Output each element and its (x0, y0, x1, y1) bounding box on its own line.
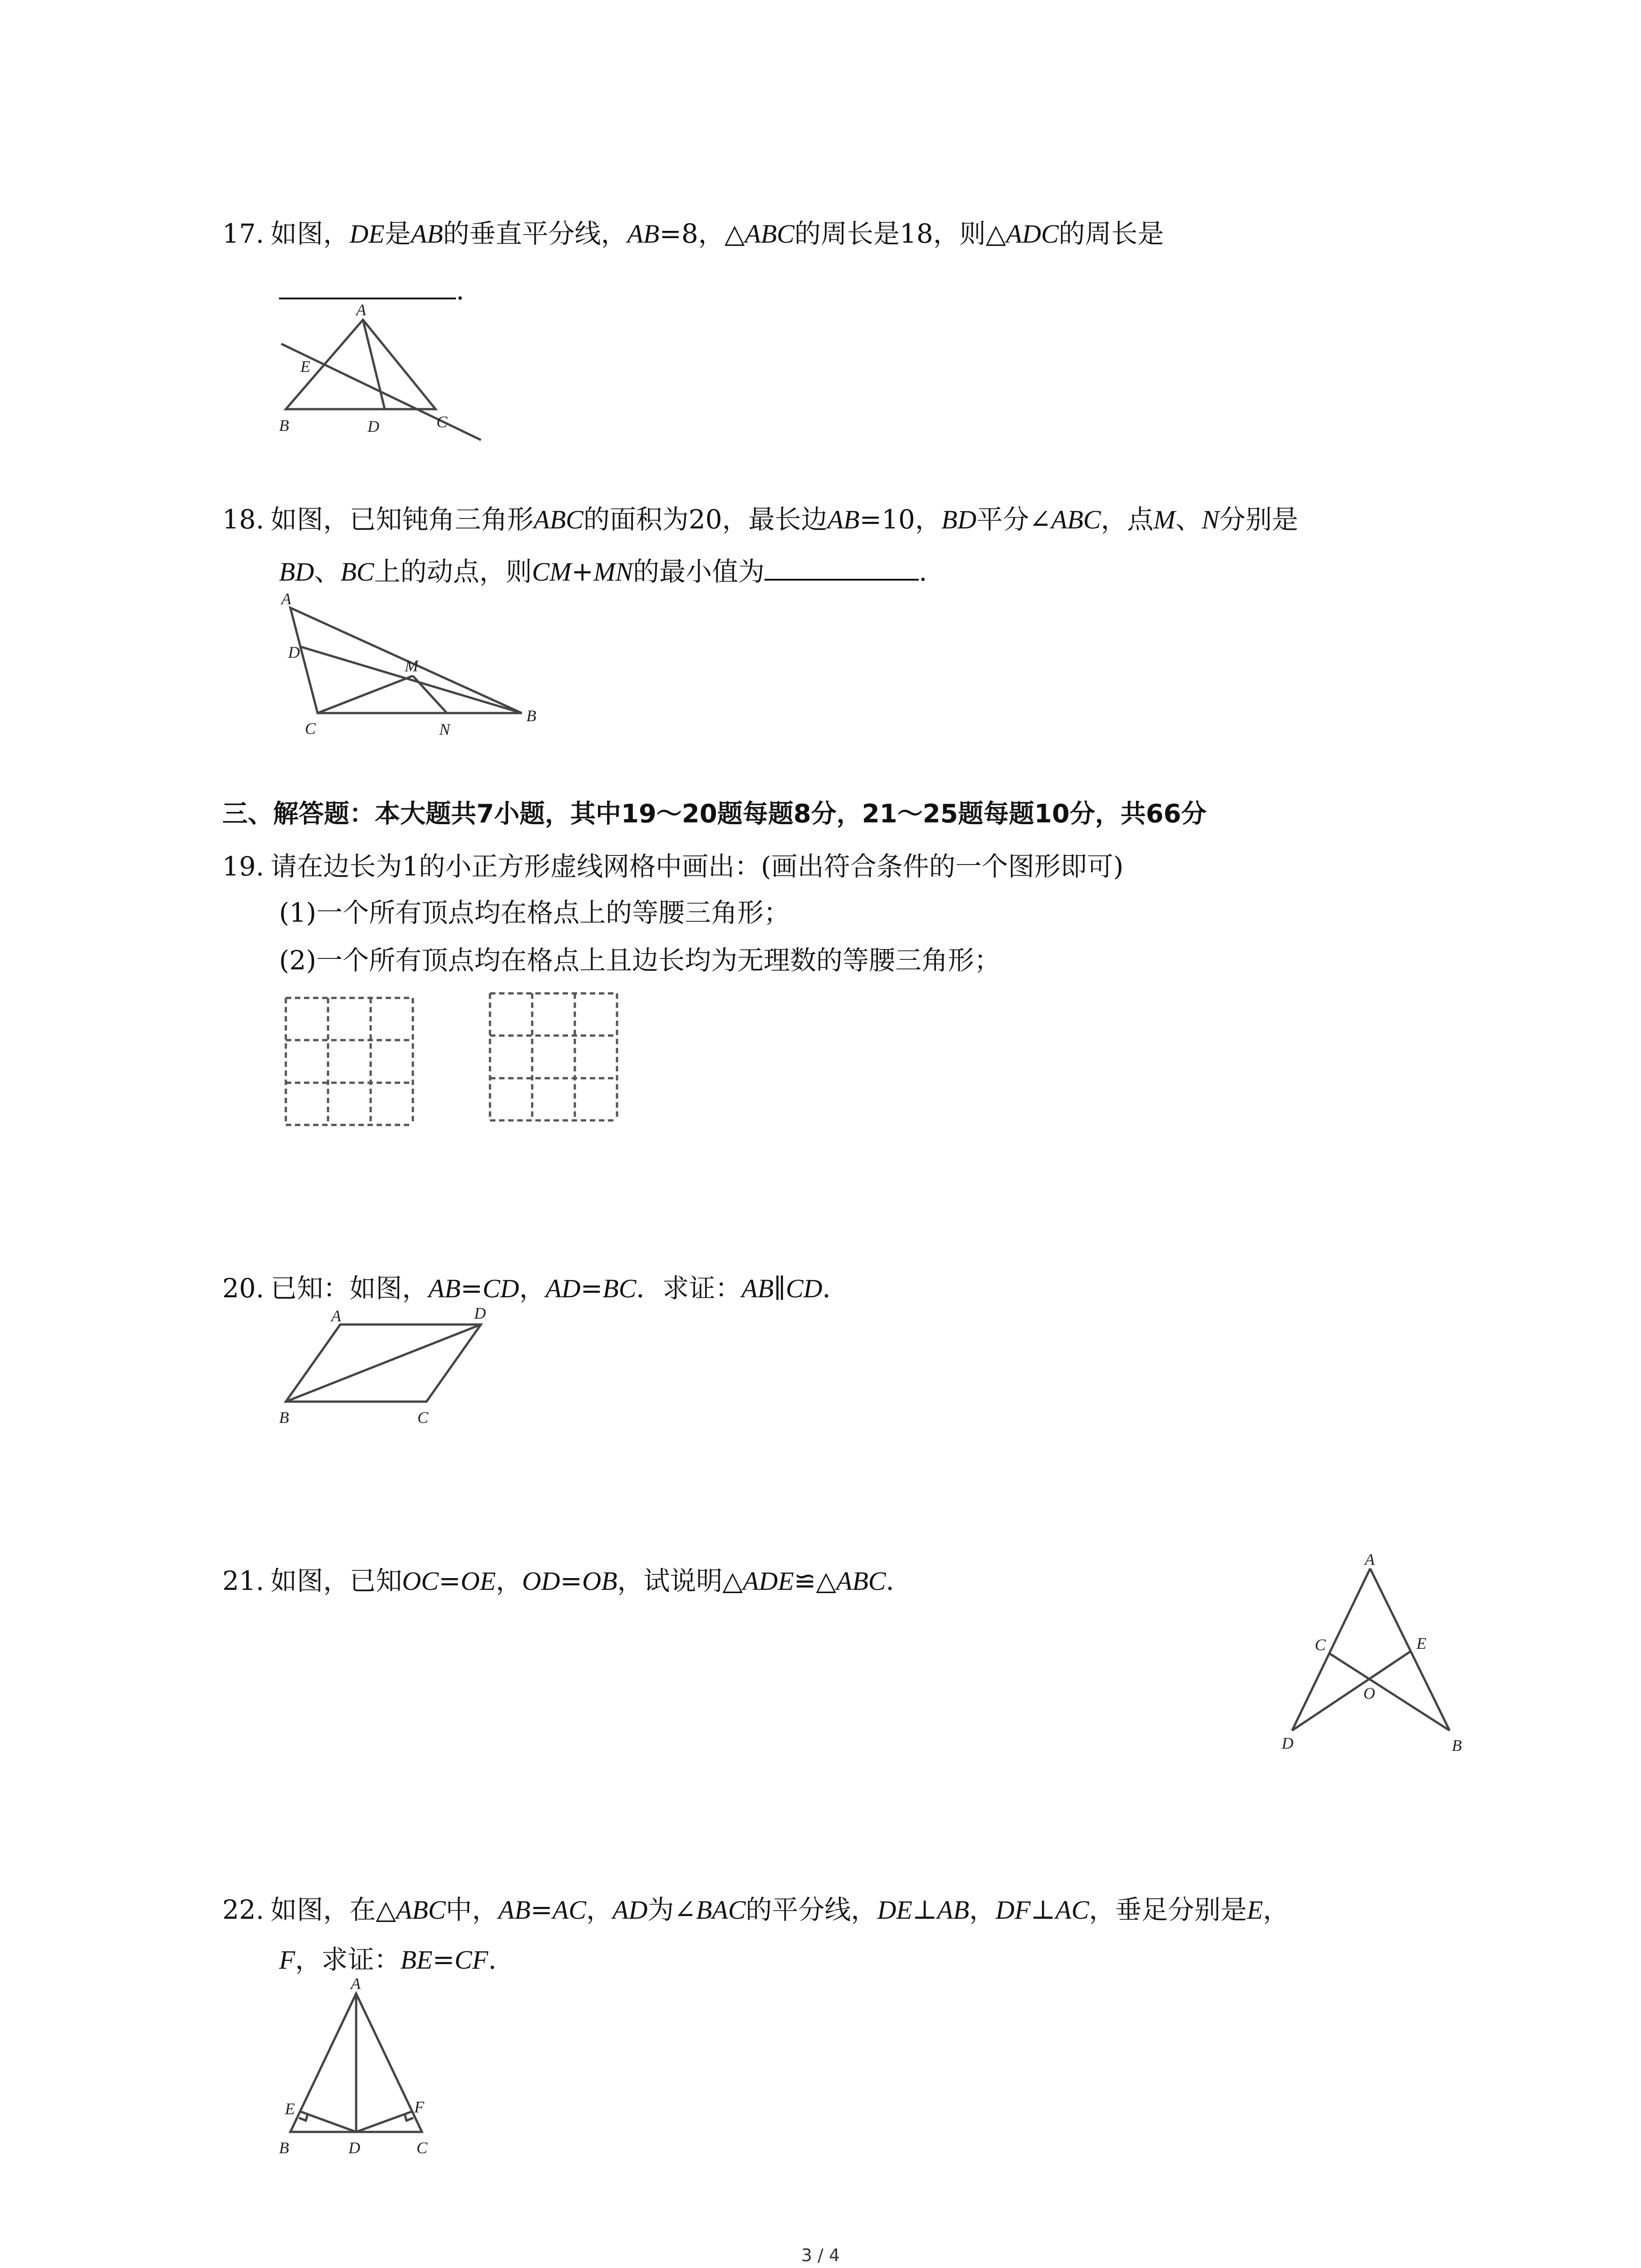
label-E: E (285, 2100, 295, 2118)
figure-18 (272, 590, 554, 739)
label-B: B (279, 1408, 289, 1427)
question-22-line-2: F，求证：BE=CF. (279, 1944, 497, 1975)
label-B: B (1452, 1736, 1462, 1755)
question-19-part-2: (2)一个所有顶点均在格点上且边长均为无理数的等腰三角形； (279, 945, 1001, 976)
label-M: M (405, 657, 418, 675)
label-C: C (1315, 1636, 1326, 1654)
label-C: C (416, 2139, 428, 2157)
label-D: D (474, 1304, 486, 1322)
question-19: 19. 请在边长为1的小正方形虚线网格中画出：(画出符合条件的一个图形即可) (222, 851, 1124, 882)
question-number: 19. (222, 851, 265, 882)
label-F: F (414, 2098, 424, 2116)
page-number: 3 / 4 (801, 2245, 840, 2265)
question-number: 22. (222, 1894, 265, 1925)
label-D: D (348, 2139, 360, 2157)
figure-17 (272, 301, 508, 440)
answer-blank[interactable] (764, 555, 919, 581)
label-A: A (356, 301, 366, 319)
label-E: E (300, 357, 310, 376)
grid-1[interactable] (284, 996, 415, 1127)
label-C: C (305, 719, 316, 738)
label-D: D (1282, 1734, 1293, 1752)
question-20: 20. 已知：如图，AB=CD，AD=BC．求证：AB∥CD． (222, 1273, 849, 1304)
label-A: A (331, 1307, 341, 1325)
question-22: 22. 如图，在△ABC中，AB=AC，AD为∠BAC的平分线，DE⊥AB，DF⊥AC，垂足分别是E， (222, 1894, 1289, 1925)
label-C: C (417, 1408, 429, 1427)
label-O: O (1363, 1684, 1375, 1702)
question-21: 21. 如图，已知OC=OE，OD=OB，试说明△ADE≌△ABC． (222, 1565, 912, 1596)
label-D: D (288, 643, 300, 661)
grid-2[interactable] (488, 991, 619, 1123)
label-B: B (279, 2139, 289, 2157)
question-number: 21. (222, 1565, 265, 1596)
question-18: 18. 如图，已知钝角三角形ABC的面积为20，最长边AB=10，BD平分∠ABC，点M、N分别是 (222, 504, 1298, 535)
label-D: D (367, 417, 379, 435)
question-19-part-1: (1)一个所有顶点均在格点上的等腰三角形； (279, 897, 790, 928)
figure-21 (1270, 1551, 1470, 1769)
figure-22 (272, 1975, 454, 2166)
label-C: C (436, 413, 448, 431)
question-number: 18. (222, 504, 265, 535)
question-number: 20. (222, 1273, 265, 1304)
label-E: E (1416, 1634, 1426, 1652)
label-N: N (439, 720, 451, 738)
figure-20 (272, 1304, 508, 1436)
question-18-line-2: BD、BC上的动点，则CM+MN的最小值为 . (279, 549, 927, 595)
label-B: B (526, 707, 536, 725)
question-17: 17. 如图，DE是AB的垂直平分线，AB=8，△ABC的周长是18，则△ADC的周长是 (222, 218, 1164, 249)
question-number: 17. (222, 218, 265, 249)
label-A: A (281, 590, 291, 608)
label-A: A (1365, 1550, 1375, 1569)
label-A: A (351, 1975, 361, 1993)
label-B: B (279, 416, 289, 435)
answer-blank[interactable] (279, 274, 456, 299)
answer-line-17: . (279, 268, 464, 313)
section-title: 三、解答题：本大题共7小题，其中19～20题每题8分，21～25题每题10分，共66分 (222, 799, 1207, 829)
